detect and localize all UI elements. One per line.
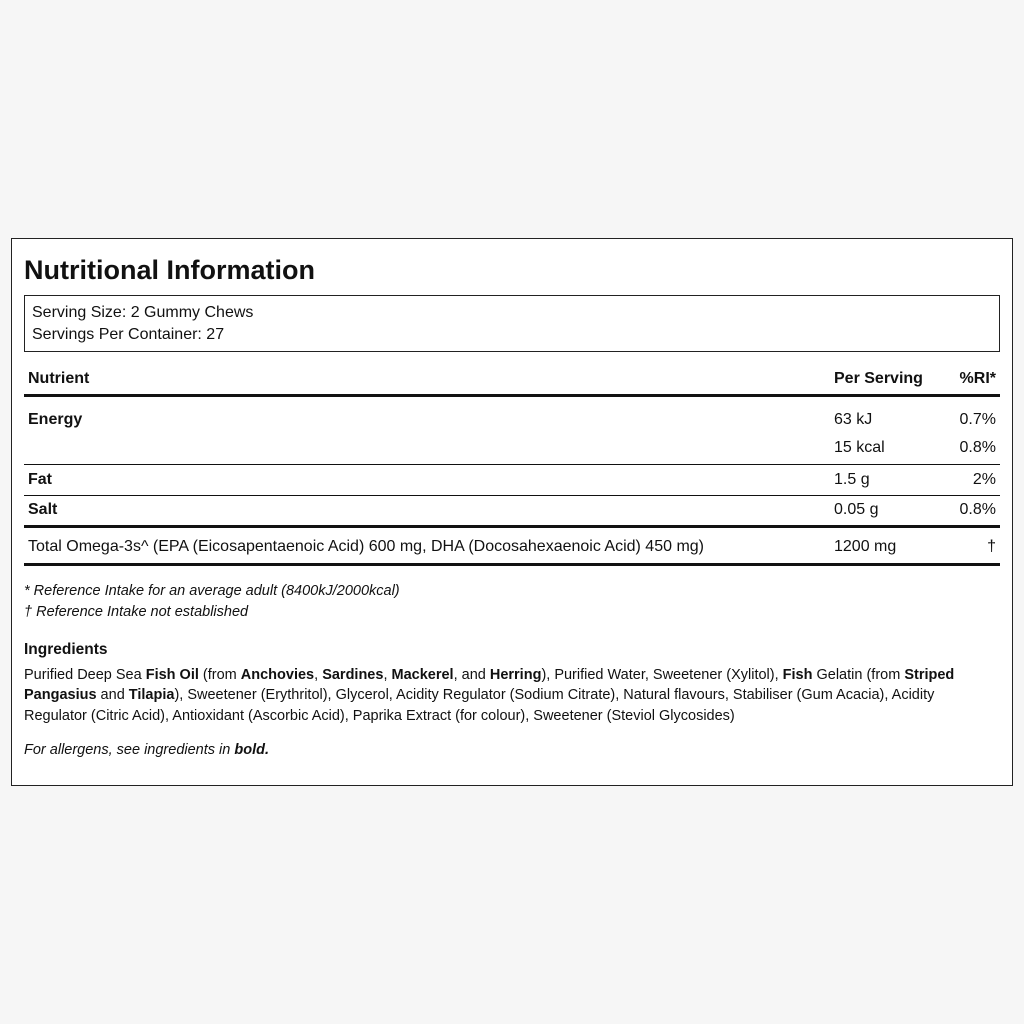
ingredient-allergen: Herring bbox=[489, 666, 542, 683]
ingredient-allergen: Sardines bbox=[322, 666, 384, 683]
omega-ri: † bbox=[940, 526, 1000, 564]
ingredients-text bbox=[24, 665, 1000, 727]
header-ri: %RI* bbox=[940, 365, 1000, 395]
ingredient-part: , bbox=[314, 666, 323, 683]
table-row-energy-kcal bbox=[24, 433, 1000, 464]
ingredients-heading: Ingredients bbox=[24, 640, 108, 658]
ingredient-allergen: Fish bbox=[782, 666, 813, 683]
dagger-footnote: † Reference Intake not established bbox=[24, 603, 249, 620]
salt-ri: 0.8% bbox=[940, 495, 1000, 526]
table-row-energy-kj bbox=[24, 395, 1000, 433]
header-per-serving: Per Serving bbox=[830, 365, 940, 395]
energy-kcal-blank bbox=[24, 433, 830, 464]
nutrient-name-fat: Fat bbox=[24, 464, 830, 495]
ingredient-allergen: Fish Oil bbox=[145, 666, 199, 683]
table-row-omega bbox=[24, 526, 1000, 564]
allergen-note-bold: bold. bbox=[234, 742, 270, 758]
ingredient-part: ), Purified Water, Sweetener (Xylitol), bbox=[541, 666, 783, 683]
footnotes bbox=[24, 581, 1000, 623]
ingredient-part: (from bbox=[198, 666, 241, 683]
ingredient-part: and bbox=[96, 687, 129, 703]
ingredient-allergen: Striped Pangasius bbox=[24, 666, 955, 703]
nutrient-name-omega: Total Omega-3s^ (EPA (Eicosapentaenoic Acid) 600 mg, DHA (Docosahexaenoic Acid) 450 mg) bbox=[24, 526, 830, 564]
serving-info-box bbox=[24, 295, 1000, 352]
ri-footnote: * Reference Intake for an average adult (8400kJ/2000kcal) bbox=[24, 582, 400, 599]
ingredient-part: , and bbox=[453, 666, 490, 683]
ingredient-allergen: Anchovies bbox=[240, 666, 315, 683]
nutrition-panel bbox=[11, 238, 1013, 786]
ingredient-part: ), Sweetener (Erythritol), Glycerol, Acidity Regulator (Sodium Citrate), Natural flavours, Stabiliser (Gum Acacia), Acidity Regulator (Citric Acid), Antioxidant (Ascorbic Acid), Paprika Extract (for colour), Sweetener (Steviol Glycosides) bbox=[24, 687, 935, 724]
ingredient-allergen: Mackerel bbox=[391, 666, 454, 683]
ingredient-allergen: Tilapia bbox=[128, 687, 175, 703]
energy-kcal-value: 15 kcal bbox=[830, 433, 940, 464]
energy-kcal-ri: 0.8% bbox=[940, 433, 1000, 464]
allergen-note-prefix: For allergens, see ingredients in bbox=[24, 742, 235, 758]
energy-kj-ri: 0.7% bbox=[959, 410, 996, 428]
ingredient-part: Purified Deep Sea bbox=[24, 666, 146, 683]
serving-size: Serving Size: 2 Gummy Chews bbox=[32, 304, 254, 321]
ingredient-part: Gelatin (from bbox=[812, 666, 905, 683]
allergen-note bbox=[24, 740, 1000, 760]
ingredient-part: , bbox=[383, 666, 392, 683]
servings-per-container: Servings Per Container: 27 bbox=[32, 326, 225, 343]
table-row-salt bbox=[24, 495, 1000, 526]
table-row-fat bbox=[24, 464, 1000, 495]
nutrition-table bbox=[24, 365, 1000, 566]
table-header-row bbox=[24, 365, 1000, 395]
header-nutrient: Nutrient bbox=[24, 365, 830, 395]
omega-value: 1200 mg bbox=[830, 526, 940, 564]
fat-value: 1.5 g bbox=[830, 464, 940, 495]
nutrient-name-energy: Energy bbox=[28, 410, 83, 428]
energy-kj-value: 63 kJ bbox=[834, 410, 873, 428]
page-title: Nutritional Information bbox=[24, 255, 315, 285]
fat-ri: 2% bbox=[940, 464, 1000, 495]
nutrient-name-salt: Salt bbox=[24, 495, 830, 526]
salt-value: 0.05 g bbox=[830, 495, 940, 526]
